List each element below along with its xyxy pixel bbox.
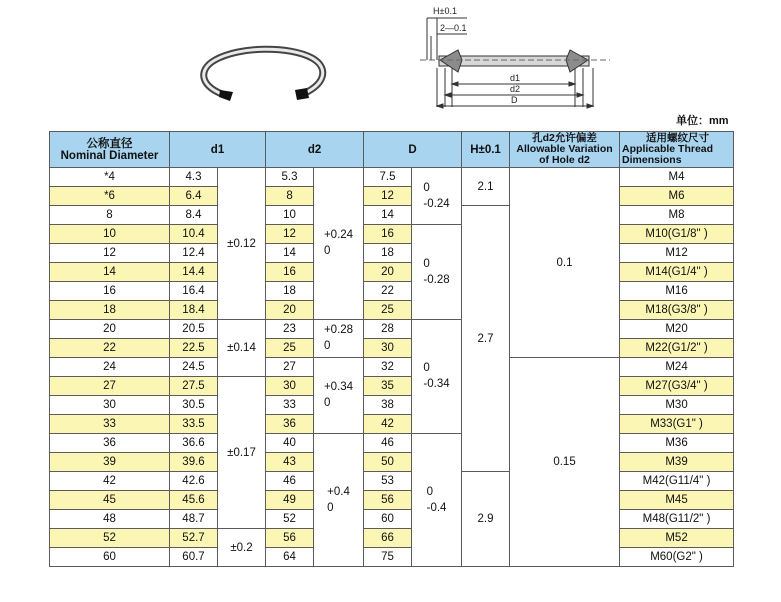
d1-value-cell: 12.4 bbox=[170, 244, 218, 263]
d2-tol-lower: 0 bbox=[323, 397, 331, 409]
table-row bbox=[50, 396, 734, 415]
header-thread-cn: 适用螺纹尺寸 bbox=[646, 132, 710, 144]
d2-value-cell: 23 bbox=[266, 320, 314, 339]
d1-value-cell: 10.4 bbox=[170, 225, 218, 244]
D-tolerance-cell bbox=[412, 168, 462, 225]
thread-size-cell: M22(G1/2" ) bbox=[620, 339, 734, 358]
nominal-diameter-cell: 60 bbox=[50, 548, 170, 567]
d2-value-cell: 33 bbox=[266, 396, 314, 415]
d1-tolerance-cell bbox=[218, 168, 266, 320]
D-value-cell: 35 bbox=[364, 377, 412, 396]
table-row bbox=[50, 510, 734, 529]
D-tol-upper: 0 bbox=[423, 257, 430, 270]
nominal-diameter-cell: 36 bbox=[50, 434, 170, 453]
d1-value-cell: 4.3 bbox=[170, 168, 218, 187]
D-value-cell: 30 bbox=[364, 339, 412, 358]
d2-value-cell: 14 bbox=[266, 244, 314, 263]
table-row bbox=[50, 225, 734, 244]
nominal-diameter-cell: 45 bbox=[50, 491, 170, 510]
header-thread-en1: Applicable Thread bbox=[622, 143, 714, 155]
d1-value-cell: 45.6 bbox=[170, 491, 218, 510]
d2-value-cell: 64 bbox=[266, 548, 314, 567]
circlip-ring-illustration bbox=[204, 49, 323, 101]
nominal-diameter-cell: 8 bbox=[50, 206, 170, 225]
d1-value-cell: 6.4 bbox=[170, 187, 218, 206]
D-tolerance-cell bbox=[412, 320, 462, 434]
D-tol-upper: 0 bbox=[423, 181, 430, 194]
h-value-cell bbox=[462, 168, 510, 206]
dim-d2-label: d2 bbox=[510, 84, 521, 94]
d2-value-cell: 52 bbox=[266, 510, 314, 529]
d2-tol-upper: +0.4 bbox=[327, 485, 350, 498]
nominal-diameter-cell: 33 bbox=[50, 415, 170, 434]
header-h: H±0.1 bbox=[462, 132, 510, 168]
thread-size-cell: M4 bbox=[620, 168, 734, 187]
d2-tolerance-cell bbox=[314, 434, 364, 567]
nominal-diameter-cell: 48 bbox=[50, 510, 170, 529]
d2-tolerance-cell bbox=[314, 320, 364, 358]
D-value-cell: 56 bbox=[364, 491, 412, 510]
d2-tolerance-text bbox=[324, 379, 353, 411]
d2-tol-lower: 0 bbox=[327, 501, 334, 514]
table-row bbox=[50, 415, 734, 434]
spec-table bbox=[49, 131, 734, 567]
d2-tol-lower: 0 bbox=[323, 245, 331, 257]
D-value-cell: 60 bbox=[364, 510, 412, 529]
nominal-diameter-cell: 52 bbox=[50, 529, 170, 548]
D-value-cell: 7.5 bbox=[364, 168, 412, 187]
d2-value-cell: 18 bbox=[266, 282, 314, 301]
D-value-cell: 22 bbox=[364, 282, 412, 301]
d1-tolerance-text: ±0.12 bbox=[227, 237, 256, 250]
d2-value-cell: 40 bbox=[266, 434, 314, 453]
unit-label: 单位：mm bbox=[676, 115, 729, 127]
d1-value-cell: 52.7 bbox=[170, 529, 218, 548]
thread-size-cell: M36 bbox=[620, 434, 734, 453]
table-row bbox=[50, 244, 734, 263]
thread-size-cell: M48(G11/2" ) bbox=[620, 510, 734, 529]
table-row bbox=[50, 358, 734, 377]
table-row bbox=[50, 453, 734, 472]
header-hole-en1: Allowable Variation bbox=[516, 143, 613, 155]
d1-tolerance-cell bbox=[218, 377, 266, 529]
header-nominal bbox=[50, 132, 170, 168]
table-row bbox=[50, 301, 734, 320]
d2-value-cell: 56 bbox=[266, 529, 314, 548]
nominal-diameter-cell: 22 bbox=[50, 339, 170, 358]
header-hole-variation bbox=[510, 132, 620, 168]
table-row bbox=[50, 263, 734, 282]
D-tolerance-text bbox=[423, 256, 449, 288]
D-tol-upper: 0 bbox=[426, 485, 434, 498]
table-row bbox=[50, 548, 734, 567]
d1-tolerance-text: ±0.2 bbox=[230, 541, 253, 554]
d2-tolerance-cell bbox=[314, 168, 364, 320]
h-value-text: 2.7 bbox=[477, 332, 494, 345]
D-tolerance-text bbox=[423, 180, 449, 212]
d2-value-cell: 20 bbox=[266, 301, 314, 320]
d2-value-cell: 12 bbox=[266, 225, 314, 244]
d1-value-cell: 60.7 bbox=[170, 548, 218, 567]
hole-variation-cell bbox=[510, 358, 620, 567]
thread-size-cell: M14(G1/4" ) bbox=[620, 263, 734, 282]
d2-value-cell: 8 bbox=[266, 187, 314, 206]
d2-value-cell: 10 bbox=[266, 206, 314, 225]
d2-tolerance-text bbox=[324, 227, 353, 259]
hole-variation-text: 0.15 bbox=[553, 456, 576, 468]
D-value-cell: 38 bbox=[364, 396, 412, 415]
D-tol-lower: -0.28 bbox=[423, 273, 450, 286]
d1-value-cell: 27.5 bbox=[170, 377, 218, 396]
header-D: D bbox=[364, 132, 462, 168]
nominal-diameter-cell: *6 bbox=[50, 187, 170, 206]
thread-size-cell: M10(G1/8" ) bbox=[620, 225, 734, 244]
d2-value-cell: 30 bbox=[266, 377, 314, 396]
header-d2: d2 bbox=[266, 132, 364, 168]
dim-width-label: 2—0.1 bbox=[440, 23, 467, 33]
d1-value-cell: 39.6 bbox=[170, 453, 218, 472]
d1-tolerance-cell bbox=[218, 320, 266, 377]
thread-size-cell: M45 bbox=[620, 491, 734, 510]
h-value-text: 2.1 bbox=[477, 180, 494, 193]
D-value-cell: 53 bbox=[364, 472, 412, 491]
nominal-diameter-cell: 18 bbox=[50, 301, 170, 320]
d2-tolerance-text bbox=[324, 322, 353, 354]
technical-drawing bbox=[0, 0, 781, 130]
d2-value-cell: 49 bbox=[266, 491, 314, 510]
D-tol-lower: -0.24 bbox=[423, 197, 450, 210]
thread-size-cell: M60(G2" ) bbox=[620, 548, 734, 567]
thread-size-cell: M33(G1" ) bbox=[620, 415, 734, 434]
d1-tolerance-cell bbox=[218, 529, 266, 567]
d2-value-cell: 16 bbox=[266, 263, 314, 282]
table-row bbox=[50, 377, 734, 396]
D-value-cell: 16 bbox=[364, 225, 412, 244]
thread-size-cell: M52 bbox=[620, 529, 734, 548]
thread-size-cell: M8 bbox=[620, 206, 734, 225]
thread-size-cell: M6 bbox=[620, 187, 734, 206]
thread-size-cell: M20 bbox=[620, 320, 734, 339]
d1-value-cell: 20.5 bbox=[170, 320, 218, 339]
dim-h-label: H±0.1 bbox=[433, 6, 457, 16]
D-value-cell: 75 bbox=[364, 548, 412, 567]
d1-value-cell: 22.5 bbox=[170, 339, 218, 358]
nominal-diameter-cell: 16 bbox=[50, 282, 170, 301]
d2-tol-upper: +0.34 bbox=[323, 381, 354, 393]
D-value-cell: 20 bbox=[364, 263, 412, 282]
d1-tolerance-text: ±0.17 bbox=[227, 446, 256, 459]
nominal-diameter-cell: 10 bbox=[50, 225, 170, 244]
d2-value-cell: 36 bbox=[266, 415, 314, 434]
d1-value-cell: 16.4 bbox=[170, 282, 218, 301]
d1-value-cell: 42.6 bbox=[170, 472, 218, 491]
D-tol-upper: 0 bbox=[423, 362, 430, 374]
thread-size-cell: M27(G3/4" ) bbox=[620, 377, 734, 396]
D-value-cell: 42 bbox=[364, 415, 412, 434]
d1-value-cell: 14.4 bbox=[170, 263, 218, 282]
table-row bbox=[50, 529, 734, 548]
table-row bbox=[50, 168, 734, 187]
table-row bbox=[50, 472, 734, 491]
D-value-cell: 14 bbox=[364, 206, 412, 225]
header-d1: d1 bbox=[170, 132, 266, 168]
nominal-diameter-cell: 14 bbox=[50, 263, 170, 282]
dim-D-label: D bbox=[511, 95, 518, 105]
header-hole-cn: 孔d2允许偏差 bbox=[532, 132, 597, 144]
header-nominal-en: Nominal Diameter bbox=[60, 149, 159, 162]
d2-value-cell: 25 bbox=[266, 339, 314, 358]
d1-value-cell: 30.5 bbox=[170, 396, 218, 415]
d2-value-cell: 27 bbox=[266, 358, 314, 377]
d2-value-cell: 46 bbox=[266, 472, 314, 491]
d1-value-cell: 24.5 bbox=[170, 358, 218, 377]
D-value-cell: 66 bbox=[364, 529, 412, 548]
D-tolerance-cell bbox=[412, 434, 462, 567]
h-value-text: 2.9 bbox=[477, 513, 494, 525]
d2-tolerance-text bbox=[327, 484, 350, 516]
D-tol-lower: -0.34 bbox=[423, 378, 450, 390]
header-thread-en2: Dimensions bbox=[622, 154, 682, 166]
D-value-cell: 25 bbox=[364, 301, 412, 320]
thread-size-cell: M12 bbox=[620, 244, 734, 263]
d1-tolerance-text: ±0.14 bbox=[227, 342, 256, 354]
table-row bbox=[50, 339, 734, 358]
header-nominal-cn: 公称直径 bbox=[86, 137, 133, 150]
d2-tol-upper: +0.24 bbox=[323, 229, 354, 241]
h-value-cell bbox=[462, 472, 510, 567]
D-value-cell: 32 bbox=[364, 358, 412, 377]
dim-d1-label: d1 bbox=[510, 73, 521, 83]
nominal-diameter-cell: 30 bbox=[50, 396, 170, 415]
nominal-diameter-cell: 20 bbox=[50, 320, 170, 339]
table-row bbox=[50, 320, 734, 339]
table-row bbox=[50, 282, 734, 301]
nominal-diameter-cell: 27 bbox=[50, 377, 170, 396]
thread-size-cell: M18(G3/8" ) bbox=[620, 301, 734, 320]
table-row bbox=[50, 491, 734, 510]
table-row bbox=[50, 206, 734, 225]
d1-value-cell: 18.4 bbox=[170, 301, 218, 320]
header-hole-en2: of Hole d2 bbox=[539, 154, 590, 166]
nominal-diameter-cell: 42 bbox=[50, 472, 170, 491]
nominal-diameter-cell: 39 bbox=[50, 453, 170, 472]
d1-value-cell: 36.6 bbox=[170, 434, 218, 453]
hole-variation-text: 0.1 bbox=[556, 256, 573, 269]
d2-value-cell: 43 bbox=[266, 453, 314, 472]
D-tolerance-text bbox=[427, 484, 447, 516]
thread-size-cell: M16 bbox=[620, 282, 734, 301]
thread-size-cell: M39 bbox=[620, 453, 734, 472]
D-tolerance-text bbox=[423, 360, 449, 392]
d2-tolerance-cell bbox=[314, 358, 364, 434]
table-row bbox=[50, 187, 734, 206]
nominal-diameter-cell: 24 bbox=[50, 358, 170, 377]
D-value-cell: 46 bbox=[364, 434, 412, 453]
d1-value-cell: 33.5 bbox=[170, 415, 218, 434]
d2-tol-lower: 0 bbox=[323, 340, 331, 352]
D-tolerance-cell bbox=[412, 225, 462, 320]
thread-size-cell: M30 bbox=[620, 396, 734, 415]
thread-size-cell: M42(G11/4" ) bbox=[620, 472, 734, 491]
nominal-diameter-cell: *4 bbox=[50, 168, 170, 187]
d1-value-cell: 8.4 bbox=[170, 206, 218, 225]
d2-tol-upper: +0.28 bbox=[323, 324, 354, 336]
thread-size-cell: M24 bbox=[620, 358, 734, 377]
spec-table-body bbox=[50, 168, 734, 567]
h-value-cell bbox=[462, 206, 510, 472]
D-value-cell: 28 bbox=[364, 320, 412, 339]
header-row bbox=[50, 132, 734, 168]
D-value-cell: 50 bbox=[364, 453, 412, 472]
nominal-diameter-cell: 12 bbox=[50, 244, 170, 263]
table-row bbox=[50, 434, 734, 453]
D-value-cell: 12 bbox=[364, 187, 412, 206]
d1-value-cell: 48.7 bbox=[170, 510, 218, 529]
D-tol-lower: -0.4 bbox=[426, 501, 447, 514]
hole-variation-cell bbox=[510, 168, 620, 358]
d2-value-cell: 5.3 bbox=[266, 168, 314, 187]
header-thread bbox=[620, 132, 734, 168]
D-value-cell: 18 bbox=[364, 244, 412, 263]
